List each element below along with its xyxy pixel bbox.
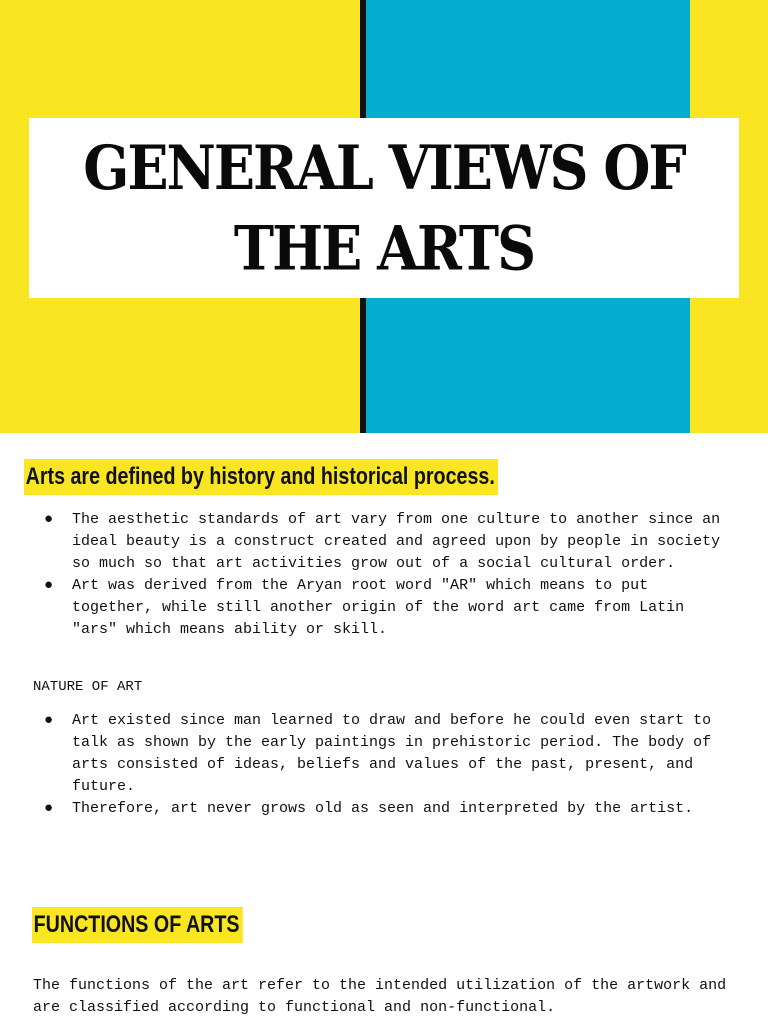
nature-of-art-label: NATURE OF ART [33,679,143,695]
bullet-icon: ● [44,712,54,729]
list-item-text: Art existed since man learned to draw and before he could even start to talk as shown by the early paintings in prehistoric period. The body of arts consisted of ideas, beliefs and values of the past, present, and future. [72,712,712,795]
history-bullet-list [38,509,738,641]
list-item-text: Art was derived from the Aryan root word "AR" which means to put together, while still another origin of the word art came from Latin "ars" which means ability or skill. [72,577,685,638]
list-item [38,575,738,641]
list-item [38,509,738,575]
page-title [83,127,684,288]
title-line-1: GENERAL VIEWS OF [83,131,685,204]
title-box [29,118,739,298]
list-item [38,798,738,820]
functions-paragraph: The functions of the art refer to the intended utilization of the artwork and are classified according to functional and non-functional. [33,977,727,1016]
bullet-icon: ● [44,800,54,817]
list-item-text: Therefore, art never grows old as seen and interpreted by the artist. [72,800,694,817]
bullet-icon: ● [44,577,54,594]
list-item-text: The aesthetic standards of art vary from one culture to another since an ideal beauty is a construct created and agreed upon by people in society so much so that art activities grow out of a social cultural order. [72,511,721,572]
section-history-heading: Arts are defined by history and historical process. [24,459,498,495]
section-functions-heading: FUNCTIONS OF ARTS [32,907,243,943]
nature-bullet-list [38,710,738,820]
list-item [38,710,738,798]
title-line-2: THE ARTS [233,212,535,285]
bullet-icon: ● [44,511,54,528]
